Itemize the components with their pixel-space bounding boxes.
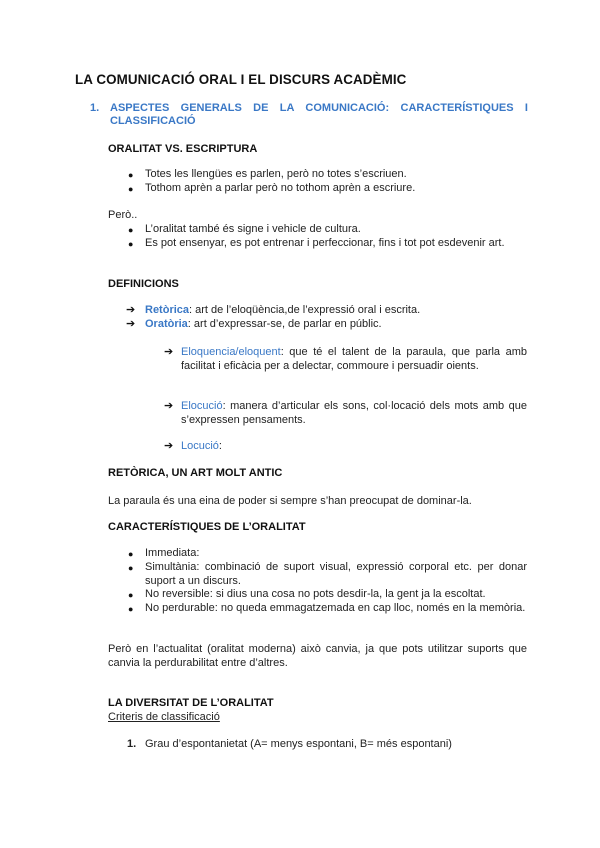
subdefinition-eloquencia [181, 346, 527, 373]
retorica-text: La paraula és una eina de poder si sempre s’han preocupat de dominar-la. [108, 495, 472, 507]
subdefinition-elocucio [181, 400, 527, 427]
intro-text: Però.. [108, 209, 138, 221]
arrow-icon: ➔ [126, 304, 136, 316]
list-item: Simultània: combinació de suport visual, expressió corporal etc. per donar suport a un discurs. [145, 561, 527, 587]
term-eloquencia: Eloquencia/eloquent [181, 346, 281, 358]
definition-text: : que té el talent de la paraula, que parla amb facilitat i eficàcia per a delectar, commoure i persuadir oients. [181, 346, 527, 372]
list-item: No perdurable: no queda emmagatzemada en cap lloc, només en la memòria. [145, 602, 526, 614]
bullet-icon: ● [128, 563, 134, 573]
list-item: Grau d’espontanietat (A= menys espontani, B= més espontani) [145, 738, 452, 750]
heading-retorica: RETÒRICA, UN ART MOLT ANTIC [108, 467, 283, 479]
list-item: L’oralitat també és signe i vehicle de cultura. [145, 223, 361, 235]
arrow-icon: ➔ [164, 400, 174, 412]
definition-text: : art d’expressar-se, de parlar en públic. [187, 318, 382, 330]
term-locucio: Locució [181, 440, 219, 452]
definition-text: : art de l’eloqüència,de l’expressió oral i escrita. [189, 304, 421, 316]
heading-caracteristiques: CARACTERÍSTIQUES DE L’ORALITAT [108, 521, 306, 533]
definition-oratoria [145, 318, 382, 332]
definition-text: : manera d’articular els sons, col·locació dels mots amb que s’expressen pensaments. [181, 400, 527, 426]
bullet-icon: ● [128, 549, 134, 559]
bullet-icon: ● [128, 239, 134, 249]
bullet-icon: ● [128, 184, 134, 194]
section-title: ASPECTES GENERALS DE LA COMUNICACIÓ: CARACTERÍSTIQUES I CLASSIFICACIÓ [110, 102, 528, 127]
subheading-criteris: Criteris de classificació [108, 711, 220, 723]
subdefinition-locucio [181, 440, 222, 454]
list-item: Tothom aprèn a parlar però no tothom aprèn a escriure. [145, 182, 416, 194]
term-elocucio: Elocució [181, 400, 223, 412]
document-title: LA COMUNICACIÓ ORAL I EL DISCURS ACADÈMIC [75, 72, 407, 87]
term-retorica: Retòrica [145, 304, 190, 316]
heading-oralitat-escriptura: ORALITAT VS. ESCRIPTURA [108, 143, 258, 155]
section-number: 1. [90, 102, 100, 114]
list-item: Es pot ensenyar, es pot entrenar i perfeccionar, fins i tot pot esdevenir art. [145, 237, 505, 249]
list-item: Totes les llengües es parlen, però no totes s’escriuen. [145, 168, 407, 180]
bullet-icon: ● [128, 590, 134, 600]
caracteristiques-paragraph: Però en l’actualitat (oralitat moderna) això canvia, ja que pots utilitzar suports que canvia la perdurabilitat entre d’altres. [108, 643, 527, 669]
bullet-icon: ● [128, 225, 134, 235]
list-number: 1. [127, 738, 137, 750]
heading-definicions: DEFINICIONS [108, 278, 179, 290]
definition-retorica [145, 304, 420, 318]
list-item: Immediata: [145, 547, 200, 559]
heading-diversitat: LA DIVERSITAT DE L’ORALITAT [108, 697, 274, 709]
bullet-icon: ● [128, 170, 134, 180]
arrow-icon: ➔ [164, 440, 174, 452]
definition-text: : [218, 440, 222, 452]
term-oratoria: Oratòria [145, 318, 188, 330]
list-item: No reversible: si dius una cosa no pots desdir-la, la gent ja la escoltat. [145, 588, 486, 600]
arrow-icon: ➔ [126, 318, 136, 330]
bullet-icon: ● [128, 604, 134, 614]
arrow-icon: ➔ [164, 346, 174, 358]
